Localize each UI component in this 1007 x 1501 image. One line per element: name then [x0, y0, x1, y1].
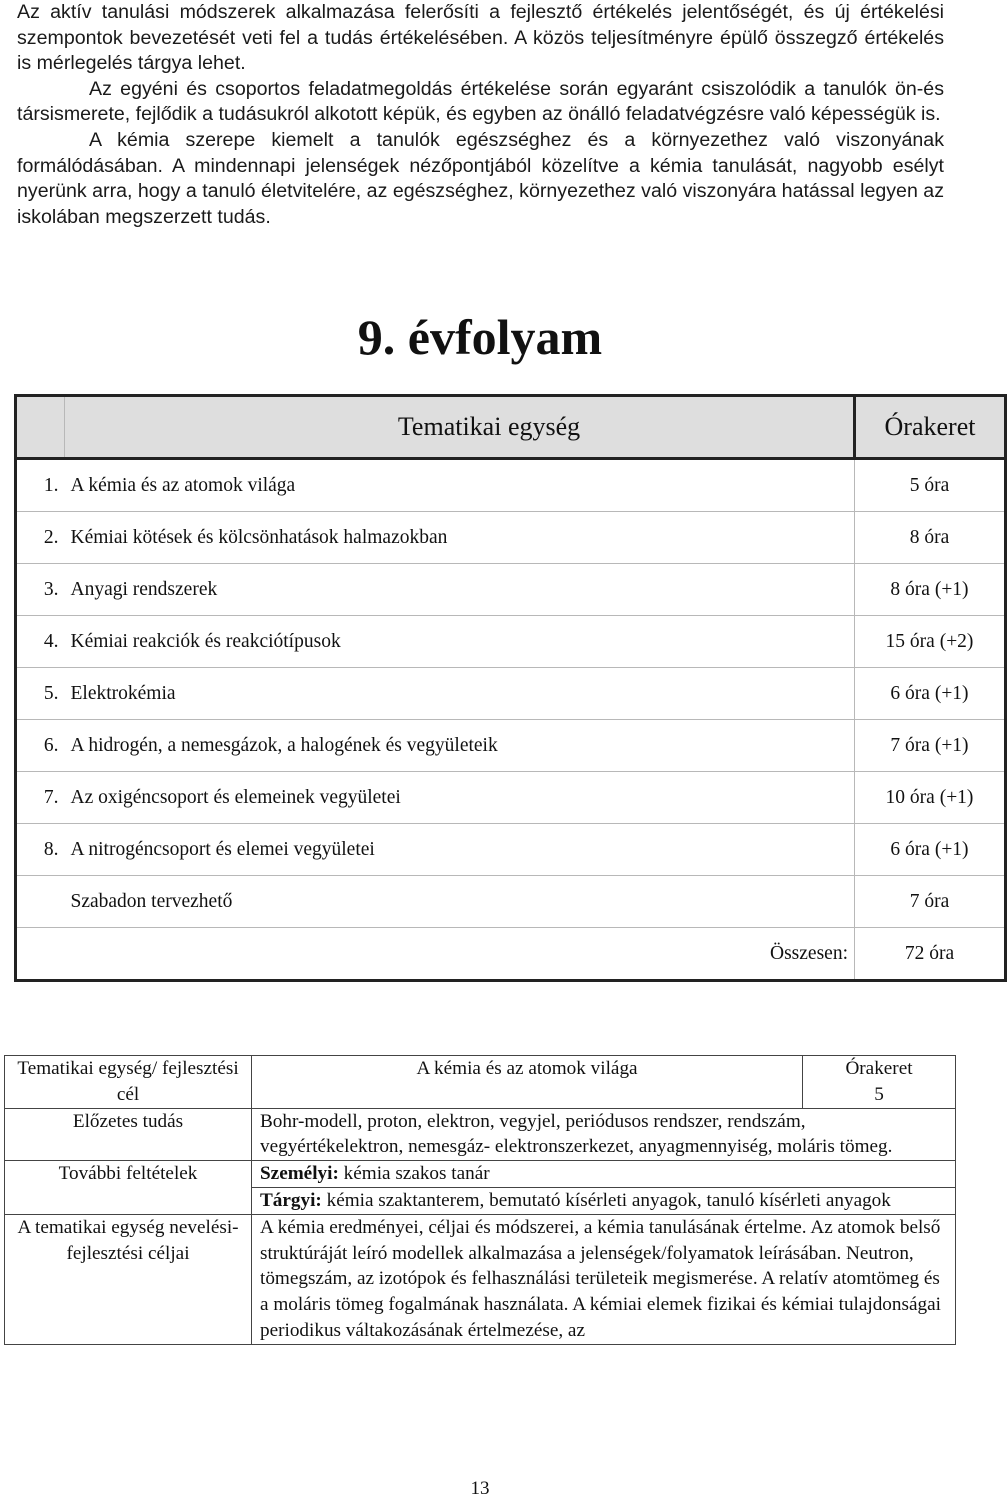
material-conditions	[252, 1187, 956, 1214]
table-row	[16, 564, 1006, 616]
goals-row	[5, 1214, 956, 1344]
label-prior: Előzetes tudás	[5, 1108, 252, 1161]
intro-paragraph-3: A kémia szerepe kiemelt a tanulók egészséghez és a környezethez való viszonyának formálódásában. A mindennapi jelenségek nézőpontjából közelítve a kémia tanulását, nagyobb esélyt nyerünk arra, hogy a tanuló életvitelére, az egészséghez, környezethez való viszonyára hatással legyen az iskolában megszerzett tudás.	[17, 128, 944, 228]
total-hours: 72 óra	[855, 928, 1006, 981]
table-row	[16, 512, 1006, 564]
table-row	[16, 824, 1006, 876]
table-row	[16, 668, 1006, 720]
row-name: A hidrogén, a nemesgázok, a halogének és vegyületeik	[65, 720, 855, 772]
table-row	[16, 876, 1006, 928]
row-number: 1.	[16, 459, 65, 512]
prior-knowledge-row	[5, 1108, 956, 1161]
row-hours: 10 óra (+1)	[855, 772, 1006, 824]
row-number: 2.	[16, 512, 65, 564]
row-hours: 7 óra (+1)	[855, 720, 1006, 772]
row-name: Kémiai kötések és kölcsönhatások halmazokban	[65, 512, 855, 564]
row-name: A kémia és az atomok világa	[65, 459, 855, 512]
row-name: Az oxigéncsoport és elemeinek vegyületei	[65, 772, 855, 824]
row-hours: 7 óra	[855, 876, 1006, 928]
material-label: Tárgyi:	[260, 1189, 322, 1211]
table-row	[16, 772, 1006, 824]
intro-paragraph-2: Az egyéni és csoportos feladatmegoldás értékelése során egyaránt csiszolódik a tanulók ön-és társismerete, fejlődik a tudásukról alkotott képük, és egyben az önálló feladatvégzésre való képességük is.	[17, 77, 944, 126]
row-name: Kémiai reakciók és reakciótípusok	[65, 616, 855, 668]
unit-title: A kémia és az atomok világa	[252, 1056, 803, 1109]
header-unit: Tematikai egység	[65, 396, 855, 459]
units-table-header	[16, 396, 1006, 459]
row-name: Szabadon tervezhető	[65, 876, 855, 928]
row-hours: 6 óra (+1)	[855, 824, 1006, 876]
page-number: 13	[470, 1478, 490, 1499]
intro-text	[17, 0, 944, 230]
label-unit: Tematikai egység/ fejlesztési cél	[5, 1056, 252, 1109]
table-row	[16, 720, 1006, 772]
row-hours: 8 óra (+1)	[855, 564, 1006, 616]
label-conditions: További feltételek	[5, 1161, 252, 1215]
personal-label: Személyi:	[260, 1163, 339, 1185]
row-number: 6.	[16, 720, 65, 772]
row-hours: 6 óra (+1)	[855, 668, 1006, 720]
material-text: kémia szaktanterem, bemutató kísérleti anyagok, tanuló kísérleti anyagok	[321, 1189, 891, 1211]
hours-cell	[803, 1056, 956, 1109]
row-name: A nitrogéncsoport és elemei vegyületei	[65, 824, 855, 876]
row-number: 8.	[16, 824, 65, 876]
personal-conditions	[252, 1161, 956, 1188]
header-hours: Órakeret	[855, 396, 1006, 459]
grade-title: 9. évfolyam	[357, 309, 603, 365]
row-name: Elektrokémia	[65, 668, 855, 720]
hours-value: 5	[874, 1083, 884, 1105]
goals-text: A kémia eredményei, céljai és módszerei, a kémia tanulásának értelme. Az atomok belső struktúráját leíró modellek alkalmazása a jelenségek/folyamatok leírásában. Neutron, tömegszám, az izotópok és felhasználási területeik megismerése. A relatív atomtömeg és a moláris tömeg fogalmának használata. A kémiai elemek fizikai és kémiai tulajdonságai periodikus váltakozásának értelmezése, az	[252, 1214, 956, 1344]
table-row	[16, 459, 1006, 512]
row-number: 4.	[16, 616, 65, 668]
row-number: 7.	[16, 772, 65, 824]
header-number-cell	[16, 396, 65, 459]
row-number: 5.	[16, 668, 65, 720]
personal-text: kémia szakos tanár	[338, 1163, 490, 1185]
row-hours: 8 óra	[855, 512, 1006, 564]
unit-detail-table	[4, 1055, 956, 1345]
prior-knowledge: Bohr-modell, proton, elektron, vegyjel, periódusos rendszer, rendszám, vegyértékelektron, nemesgáz- elektronszerkezet, anyagmennyiség, moláris tömeg.	[252, 1108, 956, 1161]
row-hours: 15 óra (+2)	[855, 616, 1006, 668]
intro-paragraph-1: Az aktív tanulási módszerek alkalmazása felerősíti a fejlesztő értékelés jelentőségét, és új értékelési szempontok bevezetését veti fel a tudás értékelésében. A közös teljesítményre épülő összegző értékelés is mérlegelés tárgya lehet.	[17, 1, 944, 75]
total-label: Összesen:	[16, 928, 855, 981]
conditions-row-personal	[5, 1161, 956, 1188]
unit-title-row	[5, 1056, 956, 1109]
row-number: 3.	[16, 564, 65, 616]
row-hours: 5 óra	[855, 459, 1006, 512]
hours-label: Órakeret	[845, 1058, 913, 1079]
label-goals: A tematikai egység nevelési-fejlesztési céljai	[5, 1214, 252, 1344]
total-row	[16, 928, 1006, 981]
table-row	[16, 616, 1006, 668]
row-number	[16, 876, 65, 928]
units-table	[14, 394, 1007, 982]
row-name: Anyagi rendszerek	[65, 564, 855, 616]
